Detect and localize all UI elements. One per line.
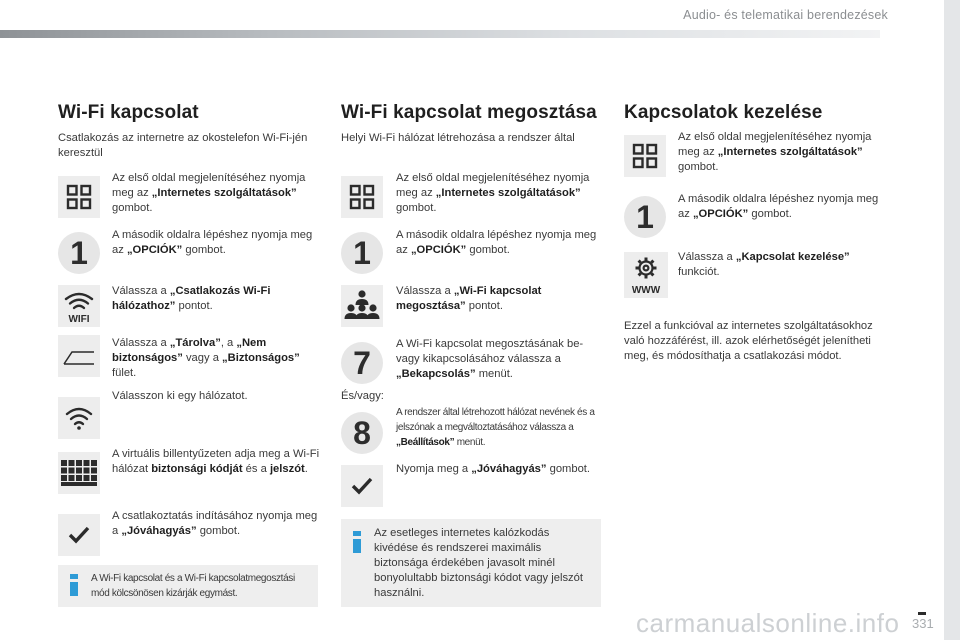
col2-step5-text: A rendszer által létrehozott hálózat nevének és a jelszónak a megváltoztatásához válassza a „Beállítások” menüt. bbox=[396, 407, 595, 448]
col3-step3-text: Válassza a „Kapcsolat kezelése” funkciót. bbox=[678, 251, 850, 278]
watermark: carmanualsonline.info bbox=[636, 608, 900, 638]
col3-step2-text: A második oldalra lépéshez nyomja meg az „OPCIÓK” gombot. bbox=[678, 193, 879, 220]
right-margin-bar bbox=[944, 0, 960, 640]
keyboard-icon bbox=[58, 452, 100, 494]
col1-info-note bbox=[58, 565, 318, 607]
or-label: És/vagy: bbox=[341, 390, 384, 402]
section-header: Audio- és telematikai berendezések bbox=[683, 8, 888, 22]
col1-step2-text: A második oldalra lépéshez nyomja meg az „OPCIÓK” gombot. bbox=[112, 229, 313, 256]
wifi-icon bbox=[58, 285, 100, 327]
share-users-icon bbox=[341, 285, 383, 327]
apps-grid-icon bbox=[58, 176, 100, 218]
checkmark-icon bbox=[341, 465, 383, 507]
info-icon bbox=[70, 574, 78, 596]
step-number-badge: 1 bbox=[624, 196, 666, 238]
col2-step3-text: Válassza a „Wi-Fi kapcsolat megosztása” pontot. bbox=[396, 285, 542, 312]
col2-step2-text: A második oldalra lépéshez nyomja meg az „OPCIÓK” gombot. bbox=[396, 229, 597, 256]
apps-grid-icon bbox=[624, 135, 666, 177]
step-number-badge: 8 bbox=[341, 412, 383, 454]
col1-step4-text: Válassza a „Tárolva”, a „Nem biztonságos” vagy a „Biztonságos” fület. bbox=[112, 337, 300, 379]
tab-folder-icon bbox=[58, 335, 100, 377]
info-icon bbox=[353, 531, 361, 553]
col1-step1-text: Az első oldal megjelenítéséhez nyomja meg az „Internetes szolgáltatások” gombot. bbox=[112, 172, 306, 214]
col3-title: Kapcsolatok kezelése bbox=[624, 102, 823, 123]
col1-step5-text: Válasszon ki egy hálózatot. bbox=[112, 390, 248, 402]
wifi-icon bbox=[58, 397, 100, 439]
svg-text:WIFI: WIFI bbox=[68, 314, 90, 323]
col1-step6-text: A virtuális billentyűzeten adja meg a Wi-Fi hálózat biztonsági kódját és a jelszót. bbox=[112, 448, 320, 475]
col2-note-text: Az esetleges internetes kalózkodás kivédése és rendszerei maximális biztonsága érdekében javasolt minél bonyolultabb biztonsági kódot vagy jelszót használni. bbox=[374, 527, 583, 599]
page-number: 331 bbox=[912, 616, 934, 631]
col2-step4-text: A Wi-Fi kapcsolat megosztásának be- vagy kikapcsolásához válassza a „Bekapcsolás” menüt. bbox=[396, 338, 584, 380]
col1-note-text: A Wi-Fi kapcsolat és a Wi-Fi kapcsolatmegosztási mód kölcsönösen kizárják egymást. bbox=[91, 573, 295, 599]
apps-grid-icon bbox=[341, 176, 383, 218]
col2-intro: Helyi Wi-Fi hálózat létrehozása a rendszer által bbox=[341, 132, 575, 144]
svg-text:WWW: WWW bbox=[631, 285, 661, 296]
col2-info-note bbox=[341, 519, 601, 607]
page-marker bbox=[918, 612, 926, 615]
col2-step6-text: Nyomja meg a „Jóváhagyás” gombot. bbox=[396, 463, 591, 475]
col1-step3-text: Válassza a „Csatlakozás Wi-Fi hálózathoz” pontot. bbox=[112, 285, 271, 312]
checkmark-icon bbox=[58, 514, 100, 556]
col2-title: Wi-Fi kapcsolat megosztása bbox=[341, 102, 597, 123]
header-gradient-bar bbox=[0, 30, 880, 38]
col3-step1-text: Az első oldal megjelenítéséhez nyomja meg az „Internetes szolgáltatások” gombot. bbox=[678, 131, 872, 173]
col1-title: Wi-Fi kapcsolat bbox=[58, 102, 199, 123]
step-number-badge: 7 bbox=[341, 342, 383, 384]
col1-step7-text: A csatlakoztatás indításához nyomja meg a „Jóváhagyás” gombot. bbox=[112, 510, 318, 537]
col2-step1-text: Az első oldal megjelenítéséhez nyomja meg az „Internetes szolgáltatások” gombot. bbox=[396, 172, 590, 214]
gear-www-icon bbox=[624, 252, 668, 298]
step-number-badge: 1 bbox=[58, 232, 100, 274]
step-number-badge: 1 bbox=[341, 232, 383, 274]
col3-outro: Ezzel a funkcióval az internetes szolgáltatásokhoz való hozzáférést, ill. azok elérhetőségét jelenítheti meg, és módosíthatja a csatlakozási módot. bbox=[624, 320, 873, 362]
col1-intro: Csatlakozás az internetre az okostelefon Wi-Fi-jén keresztül bbox=[58, 132, 308, 159]
